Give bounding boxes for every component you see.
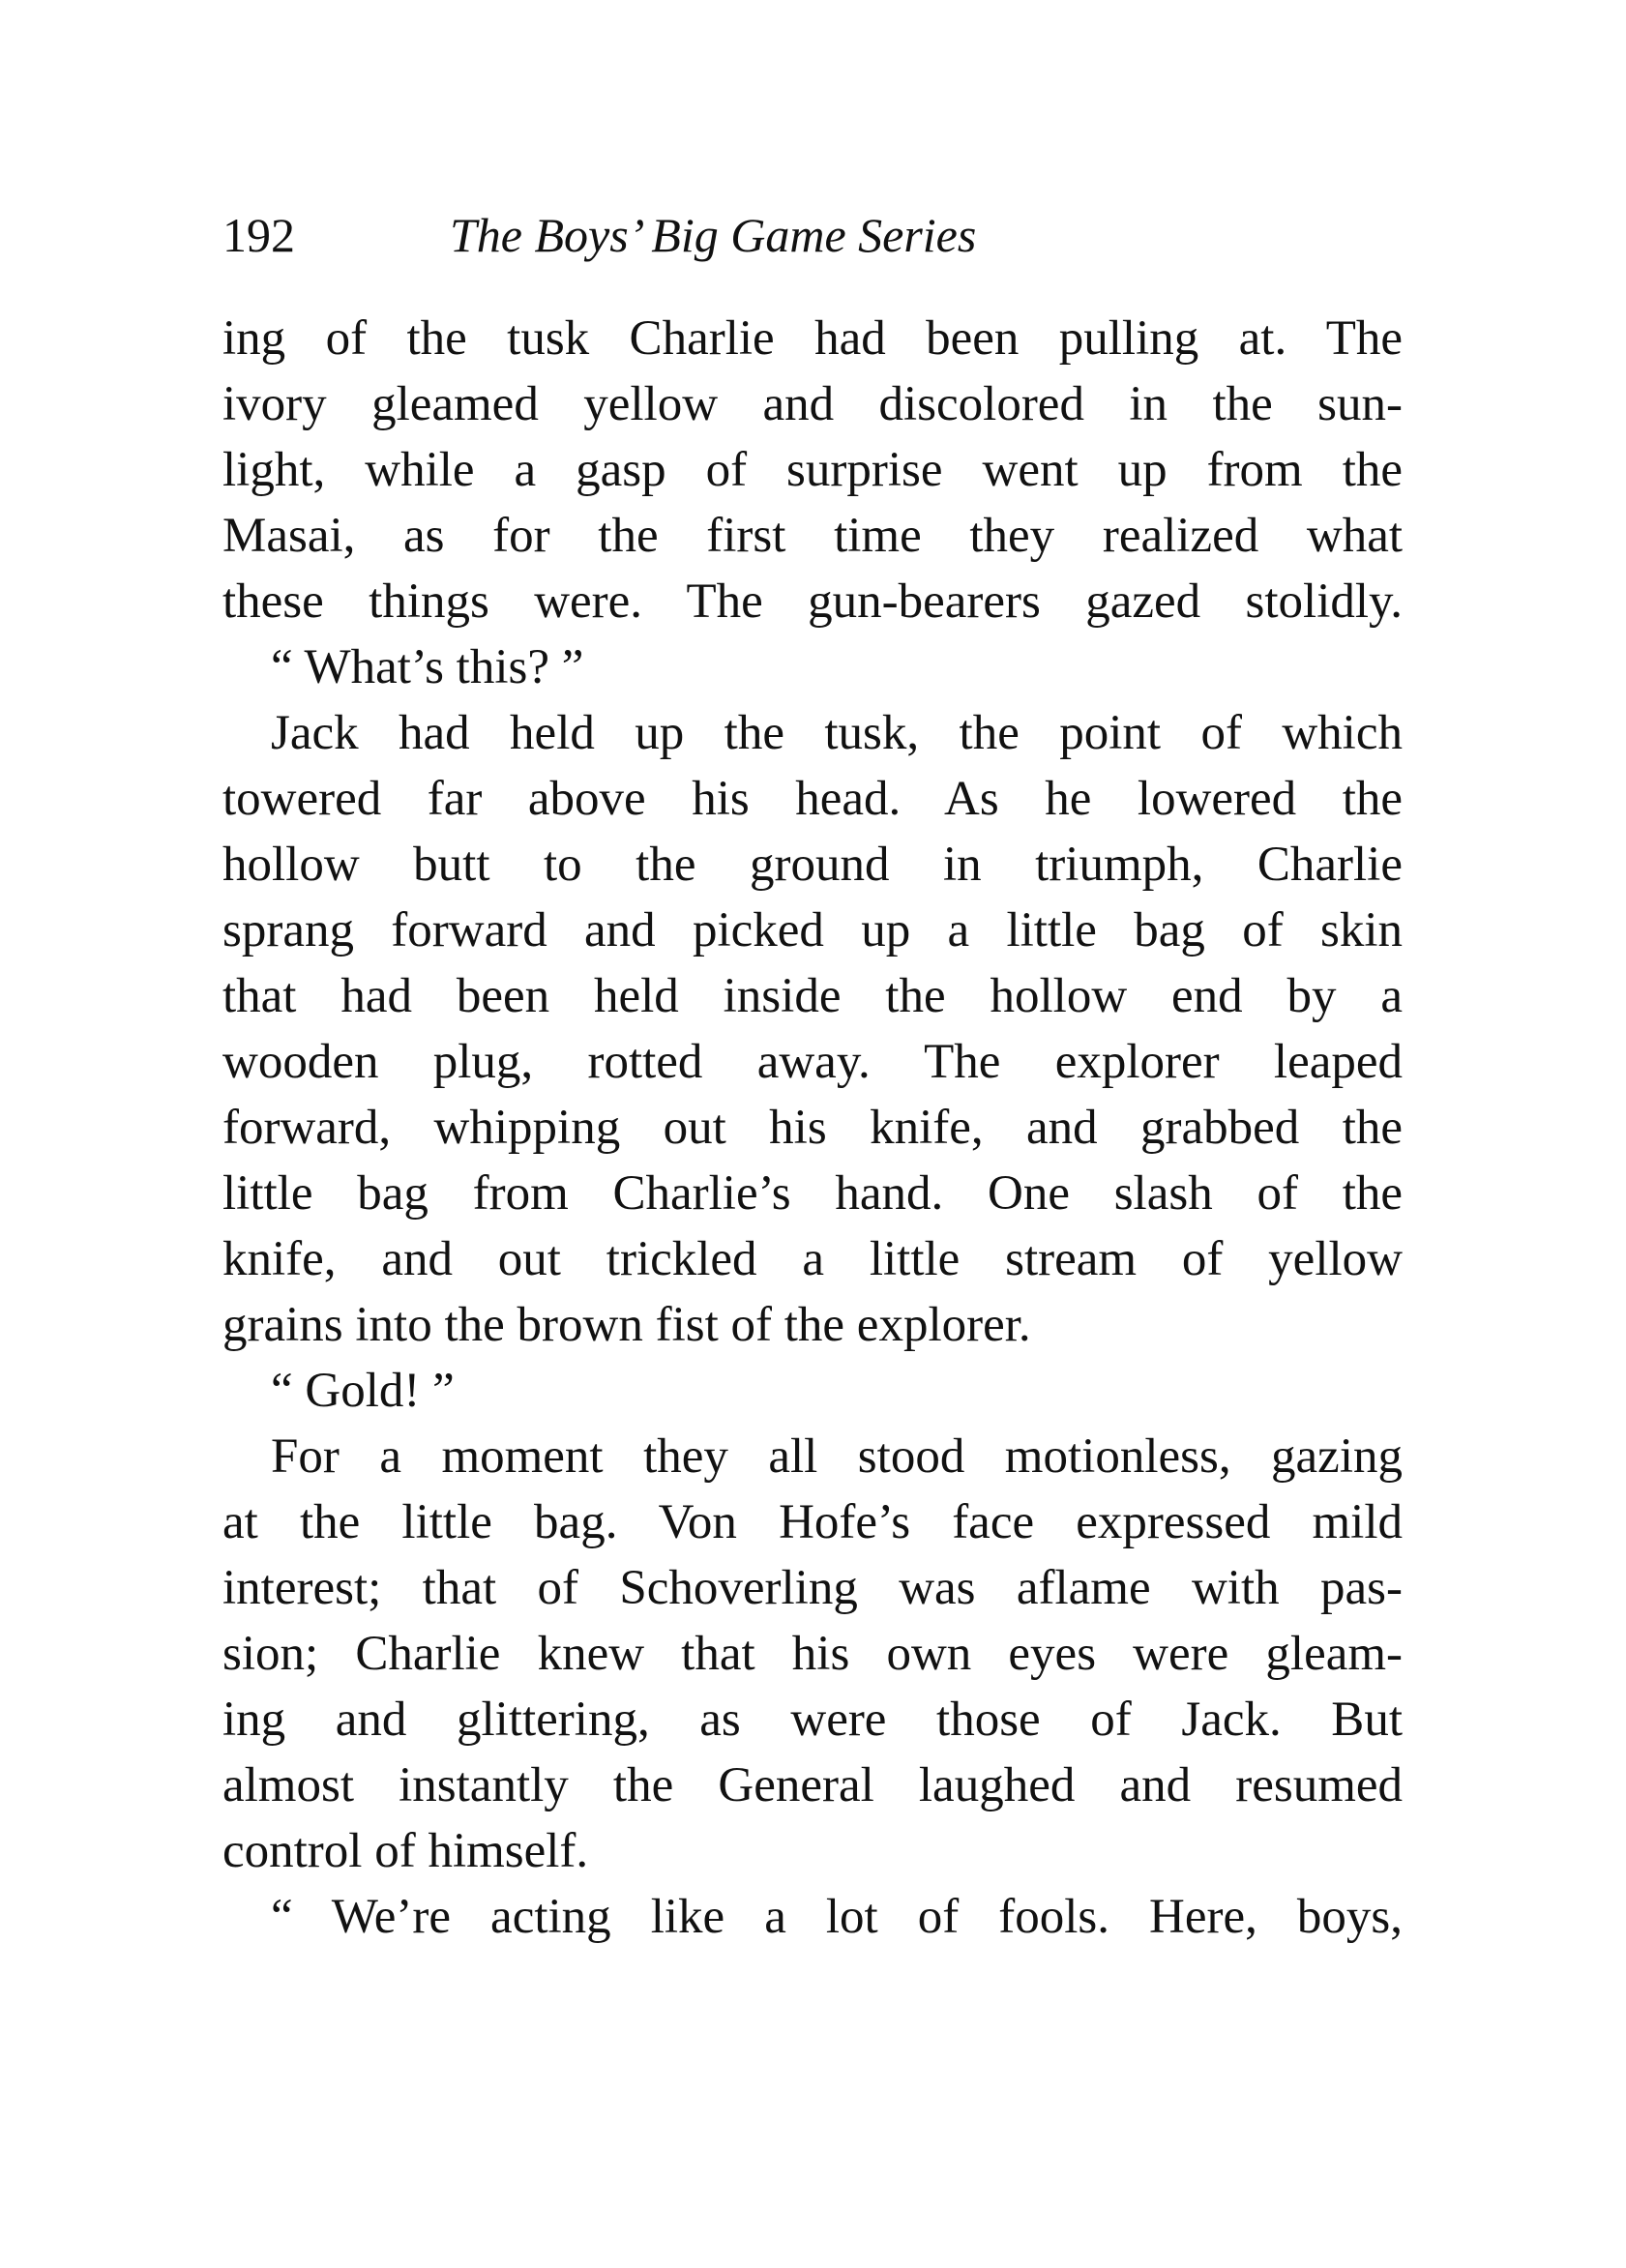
text-line: little bag from Charlie’s hand. One slash of the bbox=[222, 1166, 1403, 1221]
text-line: wooden plug, rotted away. The explorer leaped bbox=[222, 1035, 1403, 1089]
text-line: light, while a gasp of surprise went up from the bbox=[222, 443, 1403, 497]
text-line: towered far above his head. As he lowered the bbox=[222, 772, 1403, 826]
text-line: these things were. The gun-bearers gazed stolidly. bbox=[222, 574, 1403, 629]
dialogue-line: “ We’re acting like a lot of fools. Here, boys, bbox=[271, 1890, 1403, 1944]
text-line: Jack had held up the tusk, the point of which bbox=[271, 706, 1403, 760]
text-line: knife, and out trickled a little stream of yellow bbox=[222, 1232, 1403, 1286]
dialogue-line: “ Gold! ” bbox=[271, 1364, 455, 1418]
text-line: sprang forward and picked up a little bag of skin bbox=[222, 903, 1403, 957]
text-line: ivory gleamed yellow and discolored in the sun- bbox=[222, 377, 1403, 431]
page-number: 192 bbox=[222, 208, 295, 262]
text-line: ing and glittering, as were those of Jack. But bbox=[222, 1693, 1403, 1747]
text-line: grains into the brown fist of the explorer. bbox=[222, 1298, 1031, 1352]
body-text bbox=[222, 306, 1403, 1950]
text-line: Masai, as for the first time they realized what bbox=[222, 509, 1403, 563]
text-line: ing of the tusk Charlie had been pulling at. The bbox=[222, 311, 1403, 366]
text-line: forward, whipping out his knife, and grabbed the bbox=[222, 1101, 1403, 1155]
text-line: sion; Charlie knew that his own eyes were gleam- bbox=[222, 1627, 1403, 1681]
text-line: control of himself. bbox=[222, 1824, 589, 1878]
running-head bbox=[222, 201, 1190, 269]
text-line: at the little bag. Von Hofe’s face expressed mild bbox=[222, 1495, 1403, 1549]
running-title: The Boys’ Big Game Series bbox=[450, 208, 977, 262]
text-line: that had been held inside the hollow end by a bbox=[222, 969, 1403, 1023]
text-line: almost instantly the General laughed and resumed bbox=[222, 1758, 1403, 1812]
text-line: hollow butt to the ground in triumph, Charlie bbox=[222, 838, 1403, 892]
text-line: interest; that of Schoverling was aflame with pas- bbox=[222, 1561, 1403, 1615]
text-line: For a moment they all stood motionless, gazing bbox=[271, 1429, 1403, 1484]
dialogue-line: “ What’s this? ” bbox=[271, 640, 584, 694]
